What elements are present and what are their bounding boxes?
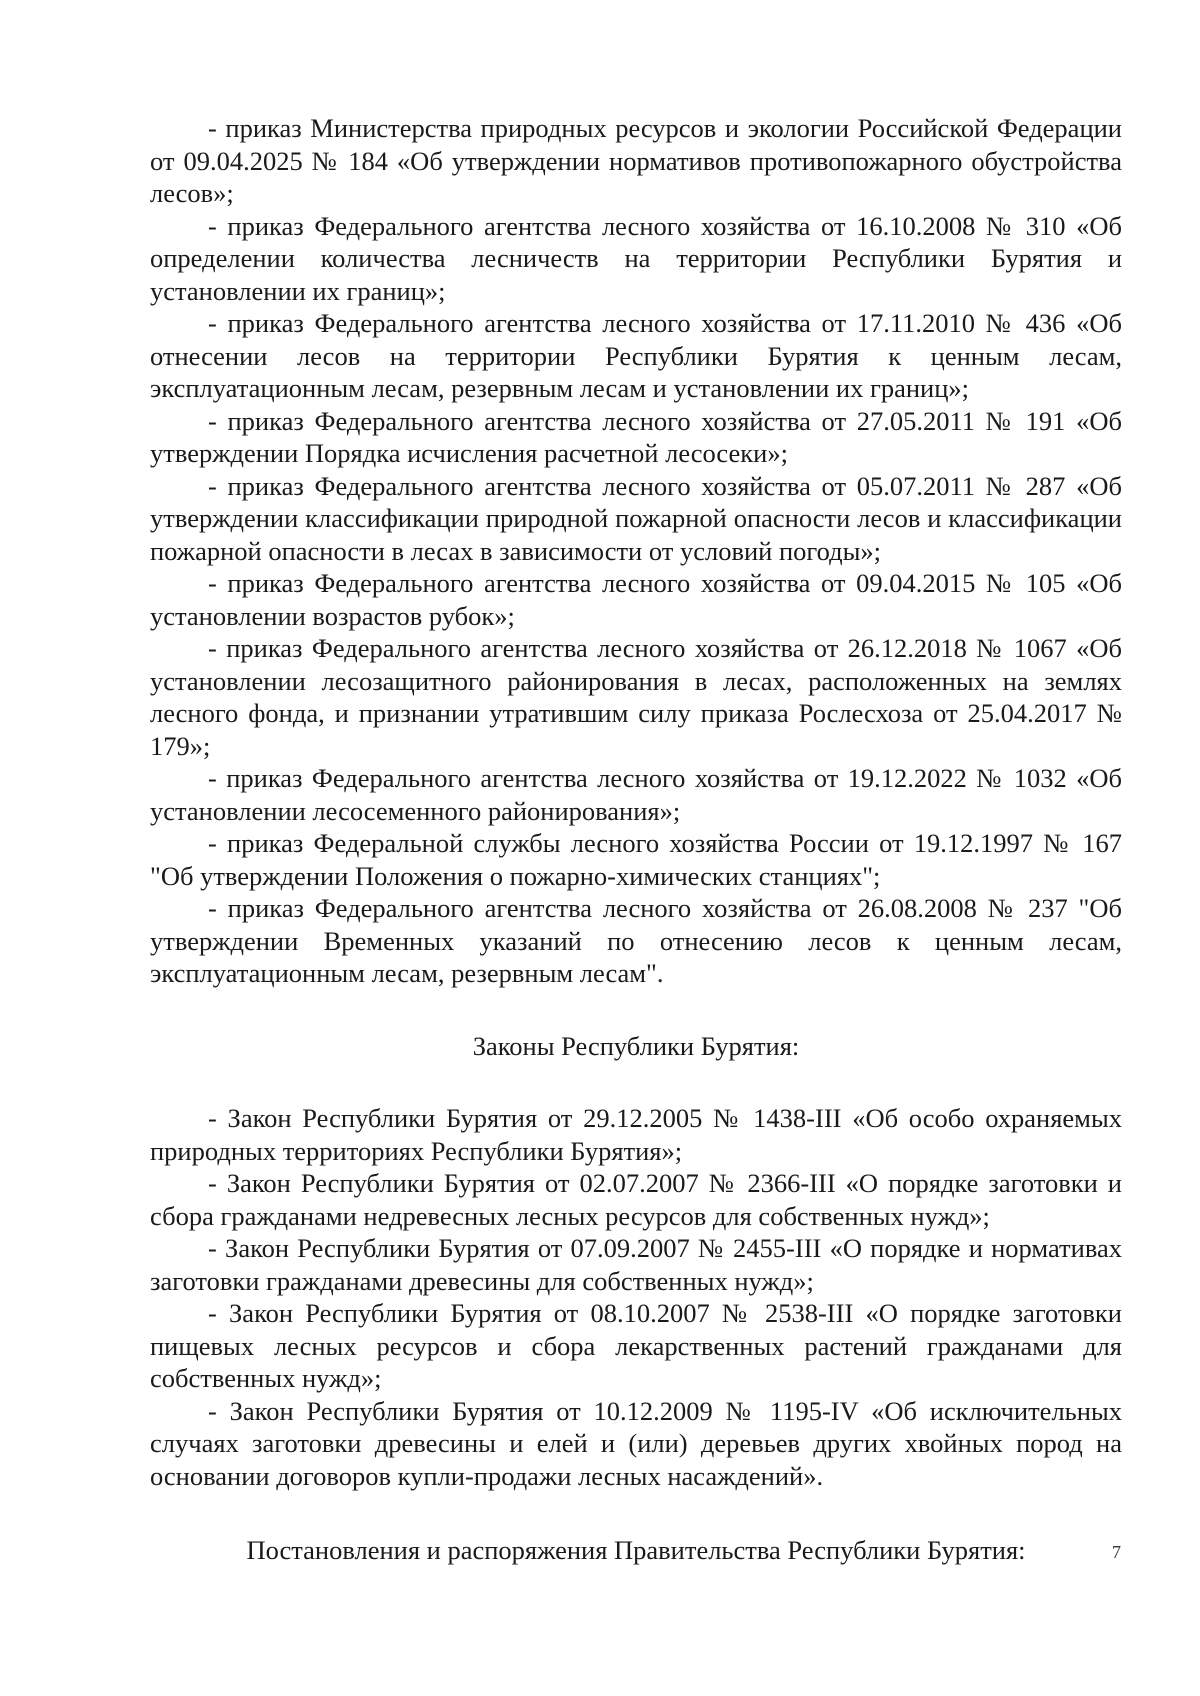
laws-list [150,1102,1122,1492]
law-item: - Закон Республики Бурятия от 02.07.2007 № 2366-III «О порядке заготовки и сбора гражданами недревесных лесных ресурсов для собственных нужд»; [150,1168,1122,1231]
order-item: - приказ Федерального агентства лесного хозяйства от 27.05.2011 № 191 «Об утверждении Порядка исчисления расчетной лесосеки»; [150,405,1122,468]
orders-list [150,112,1122,990]
order-item: - приказ Федерального агентства лесного хозяйства от 26.12.2018 № 1067 «Об установлении лесозащитного районирования в лесах, расположенных на землях лесного фонда, и признании утратившим силу приказа Рослесхоза от 25.04.2017 № 179»; [150,633,1122,761]
laws-heading: Законы Республики Бурятия: [472,1030,800,1061]
order-item: - приказ Федерального агентства лесного хозяйства от 16.10.2008 № 310 «Об определении количества лесничеств на территории Республики Бурятия и установлении их границ»; [150,210,1122,306]
page-number: 7 [1112,1542,1121,1562]
law-item: - Закон Республики Бурятия от 10.12.2009 № 1195-IV «Об исключительных случаях заготовки древесины и елей и (или) деревьев других хвойных пород на основании договоров купли-продажи лесных насаждений». [150,1395,1122,1491]
order-item: - приказ Федерального агентства лесного хозяйства от 26.08.2008 № 237 "Об утверждении Временных указаний по отнесению лесов к ценным лесам, эксплуатационным лесам, резервным лесам". [150,893,1122,988]
order-item: - приказ Министерства природных ресурсов и экологии Российской Федерации от 09.04.2025 № 184 «Об утверждении нормативов противопожарного обустройства лесов»; [150,113,1122,208]
order-item: - приказ Федерального агентства лесного хозяйства от 17.11.2010 № 436 «Об отнесении лесов на территории Республики Бурятия к ценным лесам, эксплуатационным лесам, резервным лесам и установлении их границ»; [150,308,1122,403]
law-item: - Закон Республики Бурятия от 29.12.2005 № 1438-III «Об особо охраняемых природных территориях Республики Бурятия»; [150,1103,1122,1166]
resolutions-heading: Постановления и распоряжения Правительства Республики Бурятия: [246,1535,1026,1565]
law-item: - Закон Республики Бурятия от 07.09.2007 № 2455-III «О порядке и нормативах заготовки гражданами древесины для собственных нужд»; [150,1233,1122,1296]
law-item: - Закон Республики Бурятия от 08.10.2007 № 2538-III «О порядке заготовки пищевых лесных ресурсов и сбора лекарственных растений гражданами для собственных нужд»; [150,1298,1122,1393]
order-item: - приказ Федерального агентства лесного хозяйства от 19.12.2022 № 1032 «Об установлении лесосеменного районирования»; [150,763,1122,826]
order-item: - приказ Федерального агентства лесного хозяйства от 05.07.2011 № 287 «Об утверждении классификации природной пожарной опасности лесов и классификации пожарной опасности в лесах в зависимости от условий погоды»; [150,470,1122,566]
order-item: - приказ Федеральной службы лесного хозяйства России от 19.12.1997 № 167 "Об утверждении Положения о пожарно-химических станциях"; [150,828,1122,891]
order-item: - приказ Федерального агентства лесного хозяйства от 09.04.2015 № 105 «Об установлении возрастов рубок»; [150,568,1122,631]
page-content [150,112,1122,1567]
